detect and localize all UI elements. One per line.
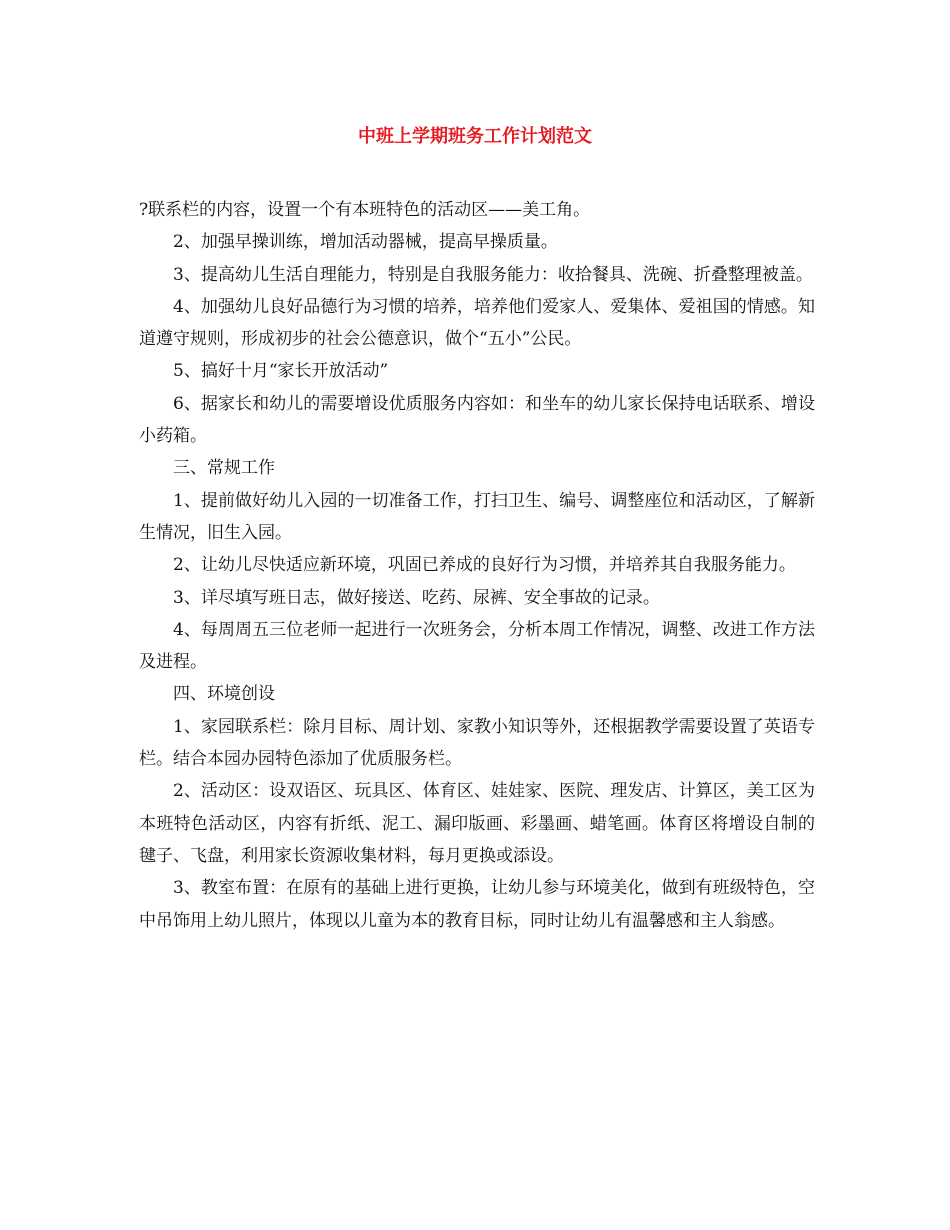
paragraph: 2、加强早操训练，增加活动器械，提高早操质量。	[173, 232, 558, 253]
paragraph: 2、让幼儿尽快适应新环境，巩固已养成的良好行为习惯，并培养其自我服务能力。	[173, 555, 796, 576]
paragraph: 3、详尽填写班日志，做好接送、吃药、尿裤、安全事故的记录。	[173, 587, 660, 608]
section-heading: 三、常规工作	[173, 458, 275, 479]
paragraph: 1、家园联系栏：除月目标、周计划、家教小知识等外，还根据教学需要设置了英语专栏。结合本园办园特色添加了优质服务栏。	[139, 716, 815, 770]
paragraph: 4、加强幼儿良好品德行为习惯的培养，培养他们爱家人、爱集体、爱祖国的情感。知道遵守规则，形成初步的社会公德意识，做个“五小”公民。	[139, 296, 815, 350]
paragraph: 1、提前做好幼儿入园的一切准备工作，打扫卫生、编号、调整座位和活动区，了解新生情况，旧生入园。	[139, 490, 815, 543]
document-title: 中班上学期班务工作计划范文	[358, 126, 592, 147]
paragraph: 6、据家长和幼儿的需要增设优质服务内容如：和坐车的幼儿家长保持电话联系、增设小药箱。	[139, 393, 815, 447]
paragraph: 2、活动区：设双语区、玩具区、体育区、娃娃家、医院、理发店、计算区，美工区为本班特色活动区，内容有折纸、泥工、漏印版画、彩墨画、蜡笔画。体育区将增设自制的毽子、飞盘，利用家长资源收集材料，每月更换或添设。	[139, 781, 815, 866]
document-body	[139, 194, 815, 937]
paragraph: ?联系栏的内容，设置一个有本班特色的活动区——美工角。	[139, 200, 591, 220]
section-heading: 四、环境创设	[173, 684, 275, 705]
paragraph: 5、搞好十月“家长开放活动”	[173, 361, 389, 382]
paragraph: 4、每周周五三位老师一起进行一次班务会，分析本周工作情况，调整、改进工作方法及进程。	[139, 619, 815, 673]
paragraph: 3、提高幼儿生活自理能力，特别是自我服务能力：收拾餐具、洗碗、折叠整理被盖。	[173, 264, 813, 285]
paragraph: 3、教室布置：在原有的基础上进行更换，让幼儿参与环境美化，做到有班级特色，空中吊饰用上幼儿照片，体现以儿童为本的教育目标，同时让幼儿有温馨感和主人翁感。	[139, 878, 815, 931]
